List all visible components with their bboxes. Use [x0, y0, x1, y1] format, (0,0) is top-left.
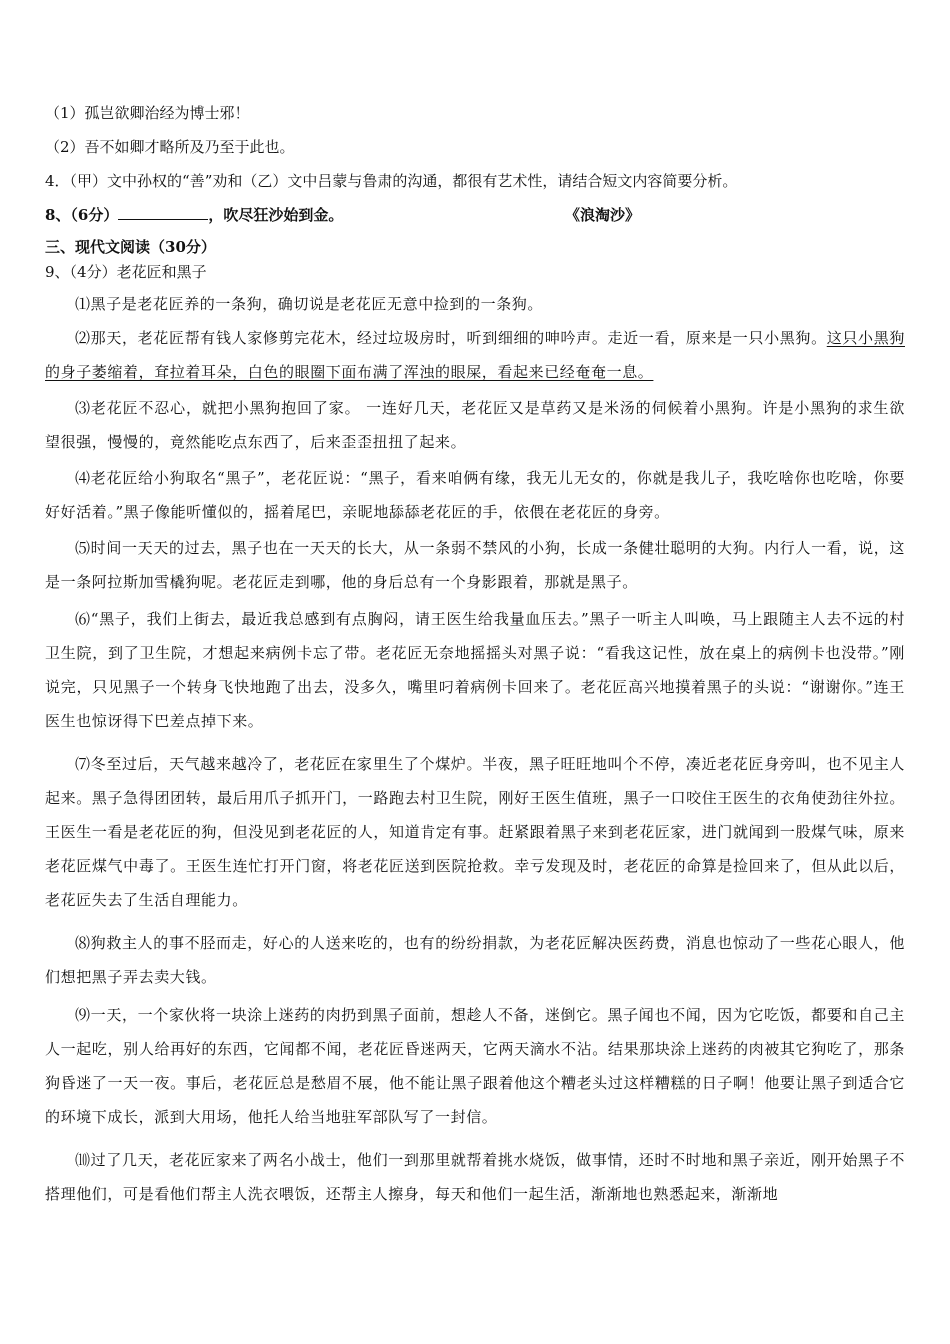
- story-paragraph-10: ⑽过了几天，老花匠家来了两名小战士，他们一到那里就帮着挑水烧饭，做事情，还时不时地和黑子亲近，刚开始黑子不搭理他们，可是看他们帮主人洗衣喂饭，还帮主人擦身，每天和他们一起生活，渐渐地也熟悉起来，渐渐地: [45, 1151, 905, 1203]
- section-heading: 三、现代文阅读（30分）: [45, 238, 216, 256]
- story-paragraph-4: ⑷老花匠给小狗取名“黑子”，老花匠说：“黑子，看来咱俩有缘，我无儿无女的，你就是我儿子，我吃啥你也吃啥，你要好好活着。”黑子像能听懂似的，摇着尾巴，亲昵地舔舔老花匠的手，依偎在老花匠的身旁。: [45, 469, 905, 521]
- question-3-item-2: （2）吾不如卿才略所及乃至于此也。: [45, 138, 295, 156]
- story-paragraph-5: ⑸时间一天天的过去，黑子也在一天天的长大，从一条弱不禁风的小狗，长成一条健壮聪明的大狗。内行人一看，说，这是一条阿拉斯加雪橇狗呢。老花匠走到哪，他的身后总有一个身影跟着，那就是黑子。: [45, 539, 905, 591]
- question-8-text: ，吹尽狂沙始到金。: [208, 206, 344, 224]
- story-paragraph-6: ⑹“黑子，我们上街去，最近我总感到有点胸闷，请王医生给我量血压去。”黑子一听主人叫唤，马上跟随主人去不远的村卫生院，到了卫生院，才想起来病例卡忘了带。老花匠无奈地摇摇头对黑子说：“看我这记性，放在桌上的病例卡也没带。”刚说完，只见黑子一个转身飞快地跑了出去，没多久，嘴里叼着病例卡回来了。老花匠高兴地摸着黑子的头说：“谢谢你。”连王医生也惊讶得下巴差点掉下来。: [45, 610, 905, 730]
- story-paragraph-1: ⑴黑子是老花匠养的一条狗，确切说是老花匠无意中捡到的一条狗。: [75, 295, 544, 313]
- story-paragraph-2: [45, 321, 905, 389]
- question-8-source: 《浪淘沙》: [565, 206, 641, 224]
- question-8-blank: [118, 205, 208, 220]
- question-4: 4．（甲）文中孙权的“善”劝和（乙）文中吕蒙与鲁肃的沟通，都很有艺术性，请结合短文内容简要分析。: [45, 172, 738, 190]
- question-8: [45, 205, 905, 225]
- underlined-passage: 这只小黑狗的身子萎缩着，耷拉着耳朵，白色的眼圈下面布满了浑浊的眼屎，看起来已经奄奄一息。: [45, 329, 905, 381]
- question-8-prefix: 8、（6分）: [45, 206, 119, 224]
- story-paragraph-8: ⑻狗救主人的事不胫而走，好心的人送来吃的，也有的纷纷捐款，为老花匠解决医药费，消息也惊动了一些花心眼人，他们想把黑子弄去卖大钱。: [45, 934, 905, 986]
- question-3-item-1: （1）孤岂欲卿治经为博士邪！: [45, 104, 250, 122]
- story-paragraph-9: ⑼一天，一个家伙将一块涂上迷药的肉扔到黑子面前，想趁人不备，迷倒它。黑子闻也不闻，因为它吃饭，都要和自己主人一起吃，别人给再好的东西，它闻都不闻，老花匠昏迷两天，它两天滴水不沾。结果那块涂上迷药的肉被其它狗吃了，那条狗昏迷了一天一夜。事后，老花匠总是愁眉不展，他不能让黑子跟着他这个糟老头过这样糟糕的日子啊！他要让黑子到适合它的环境下成长，派到大用场，他托人给当地驻军部队写了一封信。: [45, 1006, 905, 1126]
- question-9-title: 9、（4分）老花匠和黑子: [45, 263, 207, 281]
- story-paragraph-3: ⑶老花匠不忍心，就把小黑狗抱回了家。 一连好几天，老花匠又是草药又是米汤的伺候着小黑狗。许是小黑狗的求生欲望很强，慢慢的，竟然能吃点东西了，后来歪歪扭扭了起来。: [45, 399, 905, 451]
- story-paragraph-7: ⑺冬至过后，天气越来越冷了，老花匠在家里生了个煤炉。半夜，黑子旺旺地叫个不停，凑近老花匠身旁叫，也不见主人起来。黑子急得团团转，最后用爪子抓开门，一路跑去村卫生院，刚好王医生值班，黑子一口咬住王医生的衣角使劲往外拉。王医生一看是老花匠的狗，但没见到老花匠的人，知道肯定有事。赶紧跟着黑子来到老花匠家，进门就闻到一股煤气味，原来老花匠煤气中毒了。王医生连忙打开门窗，将老花匠送到医院抢救。幸亏发现及时，老花匠的命算是捡回来了，但从此以后，老花匠失去了生活自理能力。: [45, 755, 905, 909]
- story-paragraph-2-text: ⑵那天，老花匠帮有钱人家修剪完花木，经过垃圾房时，听到细细的呻吟声。走近一看，原来是一只小黑狗。: [75, 329, 827, 347]
